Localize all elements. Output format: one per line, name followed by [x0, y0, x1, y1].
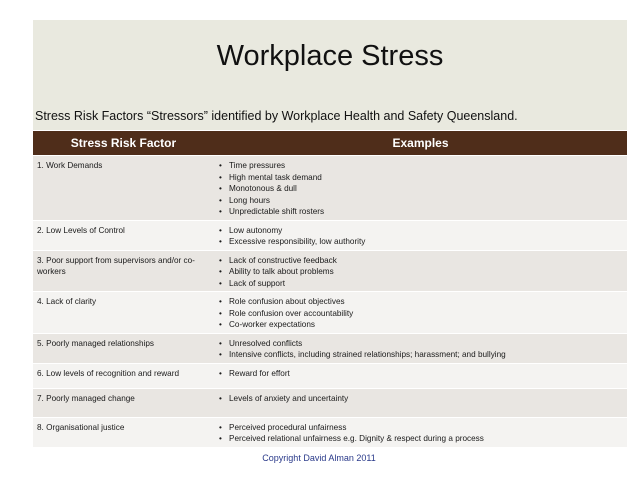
example-item: • High mental task demand: [219, 172, 623, 184]
factor-cell: 3. Poor support from supervisors and/or co-workers: [33, 250, 214, 292]
examples-cell: [214, 292, 627, 334]
examples-cell: [214, 417, 627, 447]
table-row: [33, 156, 627, 221]
example-item: • Levels of anxiety and uncertainty: [219, 393, 623, 405]
column-header-examples: Examples: [214, 131, 627, 156]
examples-cell: [214, 250, 627, 292]
table-row: [33, 333, 627, 363]
example-item: • Long hours: [219, 195, 623, 207]
table-row: [33, 292, 627, 334]
slide-subtitle: Stress Risk Factors “Stressors” identified by Workplace Health and Safety Queensland.: [35, 109, 518, 123]
example-item: • Intensive conflicts, including strained relationships; harassment; and bullying: [219, 349, 623, 361]
example-item: • Perceived relational unfairness e.g. Dignity & respect during a process: [219, 433, 623, 445]
factor-cell: 8. Organisational justice: [33, 417, 214, 447]
example-item: • Ability to talk about problems: [219, 266, 623, 278]
examples-cell: [214, 220, 627, 250]
examples-cell: [214, 388, 627, 417]
factor-cell: 7. Poorly managed change: [33, 388, 214, 417]
table-row: [33, 363, 627, 388]
example-item: • Role confusion about objectives: [219, 296, 623, 308]
table-row: [33, 220, 627, 250]
example-item: • Lack of support: [219, 278, 623, 290]
example-item: • Lack of constructive feedback: [219, 255, 623, 267]
example-item: • Time pressures: [219, 160, 623, 172]
table-row: [33, 417, 627, 447]
example-item: • Monotonous & dull: [219, 183, 623, 195]
factor-cell: 5. Poorly managed relationships: [33, 333, 214, 363]
factor-cell: 1. Work Demands: [33, 156, 214, 221]
examples-cell: [214, 333, 627, 363]
table-header-row: [33, 131, 627, 156]
example-item: • Unpredictable shift rosters: [219, 206, 623, 218]
table-row: [33, 388, 627, 417]
copyright-notice: Copyright David Alman 2011: [262, 453, 376, 463]
factor-cell: 4. Lack of clarity: [33, 292, 214, 334]
factor-cell: 6. Low levels of recognition and reward: [33, 363, 214, 388]
example-item: • Low autonomy: [219, 225, 623, 237]
slide-title: Workplace Stress: [216, 40, 444, 72]
column-header-factor: Stress Risk Factor: [33, 131, 214, 156]
example-item: • Co-worker expectations: [219, 319, 623, 331]
example-item: • Excessive responsibility, low authority: [219, 236, 623, 248]
example-item: • Role confusion over accountability: [219, 308, 623, 320]
example-item: • Unresolved conflicts: [219, 338, 623, 350]
stress-risk-table: [33, 131, 627, 447]
examples-cell: [214, 156, 627, 221]
table-row: [33, 250, 627, 292]
example-item: • Perceived procedural unfairness: [219, 422, 623, 434]
example-item: • Reward for effort: [219, 368, 623, 380]
factor-cell: 2. Low Levels of Control: [33, 220, 214, 250]
examples-cell: [214, 363, 627, 388]
